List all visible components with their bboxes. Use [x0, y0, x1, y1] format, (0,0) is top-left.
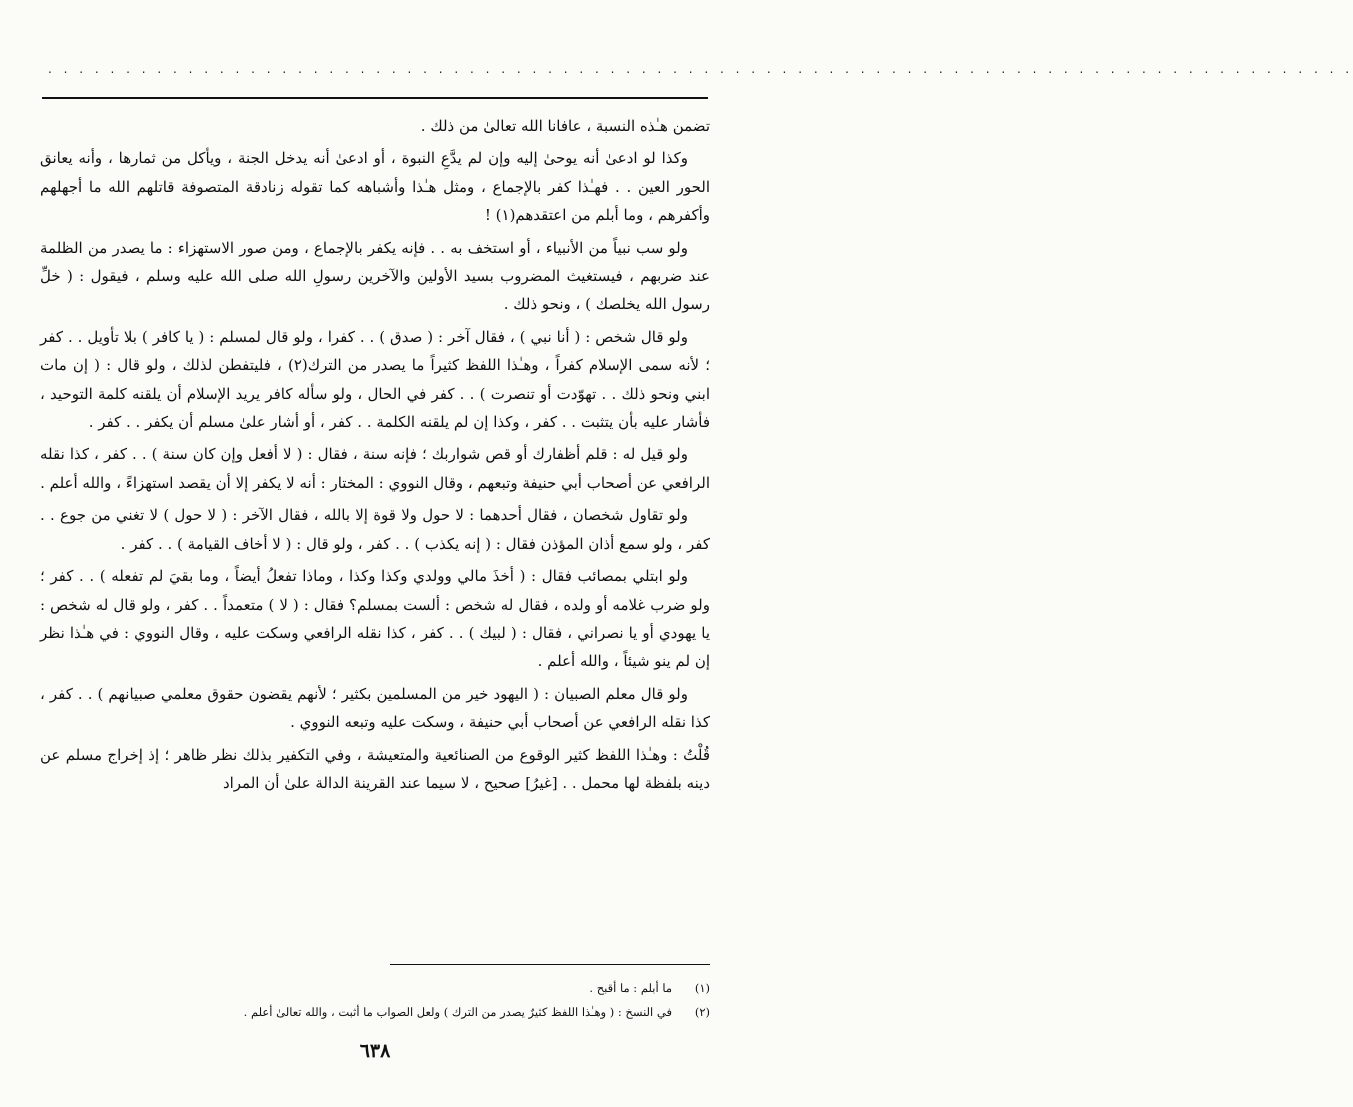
paragraph: قُلْتُ : وهـٰذا اللفظ كثير الوقوع من الصنائعية والمتعيشة ، وفي التكفير بذلك نظر ظاهر ؛ إذ إخراج مسلم عن دينه بلفظة لها محمل . . [غيرُ] صحيح ، لا سيما عند القرينة الدالة علىٰ أن المراد — [40, 745, 710, 792]
paragraph: ولو تقاول شخصان ، فقال أحدهما : لا حول ولا قوة إلا بالله ، فقال الآخر : ( لا حول ) لا تغني من جوع . . كفر ، ولو سمع أذان المؤذن فقال : ( إنه يكذب ) . . كفر ، ولو قال : ( لا أخاف القيامة ) . . كفر . — [40, 506, 710, 553]
footnote-rule — [390, 964, 710, 965]
main-text — [40, 112, 710, 801]
paragraph: تضمن هـٰذه النسبة ، عافانا الله تعالىٰ من ذلك . — [420, 117, 710, 135]
paragraph: ولو قيل له : قلم أظفارك أو قص شواربك ؛ فإنه سنة ، فقال : ( لا أفعل وإن كان سنة ) . . كفر ، كذا نقله الرافعي عن أصحاب أبي حنيفة وتبعهم ، وقال النووي : المختار : أنه لا يكفر إلا أن يقصد استهزاءً ، والله أعلم . — [40, 445, 710, 492]
footnotes — [40, 976, 710, 1024]
page-number: ٦٣٨ — [359, 1040, 391, 1062]
header-rule — [42, 97, 708, 99]
footnote-text: في النسخ : ( وهـٰذا اللفظ كثيرٌ يصدر من الترك ) ولعل الصواب ما أثبت ، والله تعالىٰ أعلم . — [243, 1005, 672, 1019]
footnote-text: ما أبلم : ما أقبح . — [589, 981, 672, 995]
paragraph: ولو سب نبياً من الأنبياء ، أو استخف به . . فإنه يكفر بالإجماع ، ومن صور الاستهزاء : ما يصدر من الظلمة عند ضربهم ، فيستغيث المضروب بسيد الأولين والآخرين رسولِ الله صلى الله عليه وسلم ، فيقول : ( خلِّ رسول الله يخلصك ) ، ونحو ذلك . — [40, 238, 710, 314]
paragraph: ولو ابتلي بمصائب فقال : ( أخذَ مالي وولدي وكذا وكذا ، وماذا تفعلُ أيضاً ، وما بقيَ لم تفعله ) . . كفر ؛ ولو ضرب غلامه أو ولده ، فقال له شخص : ألست بمسلم؟ فقال : ( لا ) متعمداً . . كفر ، ولو قال له شخص : يا يهودي أو يا نصراني ، فقال : ( لبيك ) . . كفر ، كذا نقله الرافعي وسكت عليه ، وقال النووي : في هـٰذا نظر إن لم ينو شيئاً ، والله أعلم . — [40, 567, 710, 671]
paragraph: ولو قال معلم الصبيان : ( اليهود خير من المسلمين بكثير ؛ لأنهم يقضون حقوق معلمي صبيانهم ) . . كفر ، كذا نقله الرافعي عن أصحاب أبي حنيفة ، وسكت عليه وتبعه النووي . — [40, 684, 710, 732]
header-dot-line: . . . . . . . . . . . . . . . . . . . . . . . . . . . . . . . . . . . . . . . . . . . . . . . . . . . . . . . . . . . . . . . . . . . . . . . . . . . . . . . . . . . . — [48, 62, 1353, 76]
paragraph: وكذا لو ادعىٰ أنه يوحىٰ إليه وإن لم يدَّعِ النبوة ، أو ادعىٰ أنه يدخل الجنة ، ويأكل من ثمارها ، وأنه يعانق الحور العين . . فهـٰذا كفر بالإجماع ، ومثل هـٰذا وأشباهه كما تقوله زنادقة المتصوفة قاتلهم الله ما أجهلهم وأكفرهم ، وما أبلم من اعتقدهم(١) ! — [40, 149, 710, 225]
footnote-number: (٢) — [694, 1005, 710, 1019]
footnote-number: (١) — [694, 981, 710, 995]
footnote — [40, 976, 710, 1000]
footnote — [40, 1000, 710, 1024]
paragraph: ولو قال شخص : ( أنا نبي ) ، فقال آخر : ( صدق ) . . كفرا ، ولو قال لمسلم : ( يا كافر ) بلا تأويل . . كفر ؛ لأنه سمى الإسلام كفراً ، وهـٰذا اللفظ كثيراً ما يصدر من الترك(٢) ، فليتفطن لذلك ، ولو قال : ( إن مات ابني ونحو ذلك . . تهوّدت أو تنصرت ) . . كفر في الحال ، ولو سأله كافر يريد الإسلام أن يلقنه كلمة التوحيد ، فأشار عليه بأن يتثبت . . كفر ، وكذا إن لم يلقنه الكلمة . . كفر ، أو أشار علىٰ مسلم أن يكفر . . كفر . — [40, 327, 710, 432]
